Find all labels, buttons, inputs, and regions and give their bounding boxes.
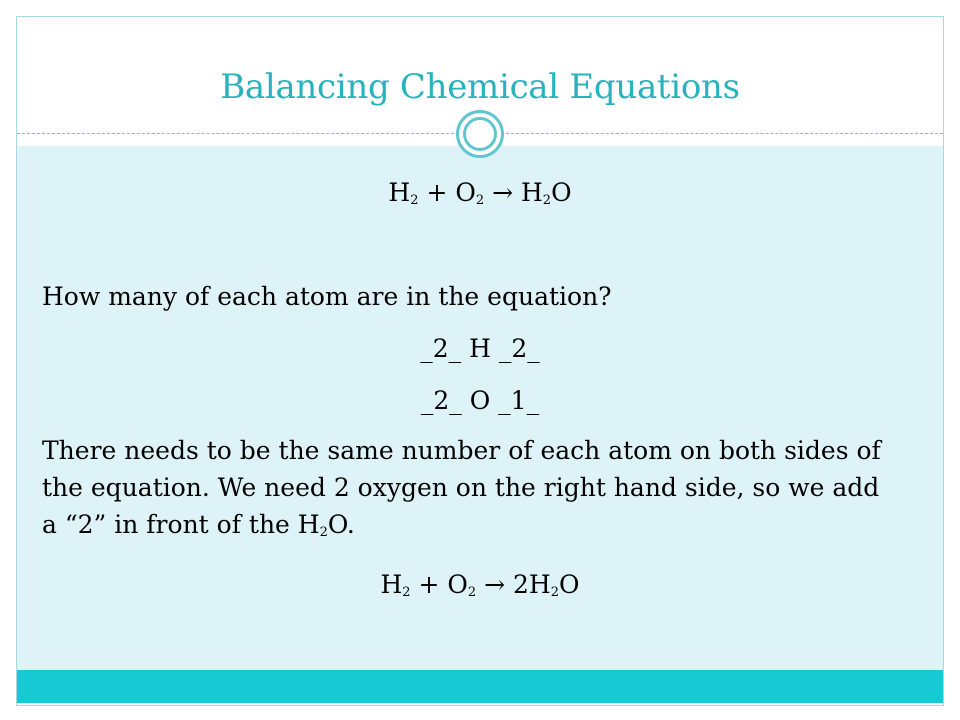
eq2-arrow-2h: → 2H — [476, 570, 551, 599]
eq1-h: H — [388, 178, 411, 207]
eq1-h2-sub: 2 — [542, 193, 552, 208]
decorative-circle-icon — [456, 110, 504, 158]
eq2-h2-sub: 2 — [550, 585, 560, 600]
equation-unbalanced — [17, 178, 943, 208]
eq1-plus-o: + O — [418, 178, 476, 207]
bottom-accent-bar — [17, 670, 943, 703]
eq2-h-sub: 2 — [402, 585, 411, 600]
eq2-plus-o: + O — [410, 570, 468, 599]
explanation-text: There needs to be the same number of each atom on both sides of the equation. We need 2 oxygen on the right hand side, so we add a “2” in front of the H — [42, 436, 881, 539]
equation-balanced — [17, 570, 943, 600]
explanation-end: O. — [327, 510, 355, 539]
question-text: How many of each atom are in the equation? — [42, 282, 612, 311]
slide-title: Balancing Chemical Equations — [220, 67, 740, 107]
eq2-tail: O — [559, 570, 580, 599]
oxygen-count: _2_ O _1_ — [420, 386, 540, 415]
eq1-h-sub: 2 — [410, 193, 419, 208]
explanation-sub: 2 — [319, 525, 328, 540]
explanation-paragraph — [42, 432, 882, 551]
eq1-arrow-h: → H — [484, 178, 543, 207]
hydrogen-count: _2_ H _2_ — [420, 334, 540, 363]
eq2-o-sub: 2 — [467, 585, 477, 600]
eq1-tail: O — [551, 178, 572, 207]
eq2-h: H — [380, 570, 403, 599]
eq1-o-sub: 2 — [475, 193, 485, 208]
